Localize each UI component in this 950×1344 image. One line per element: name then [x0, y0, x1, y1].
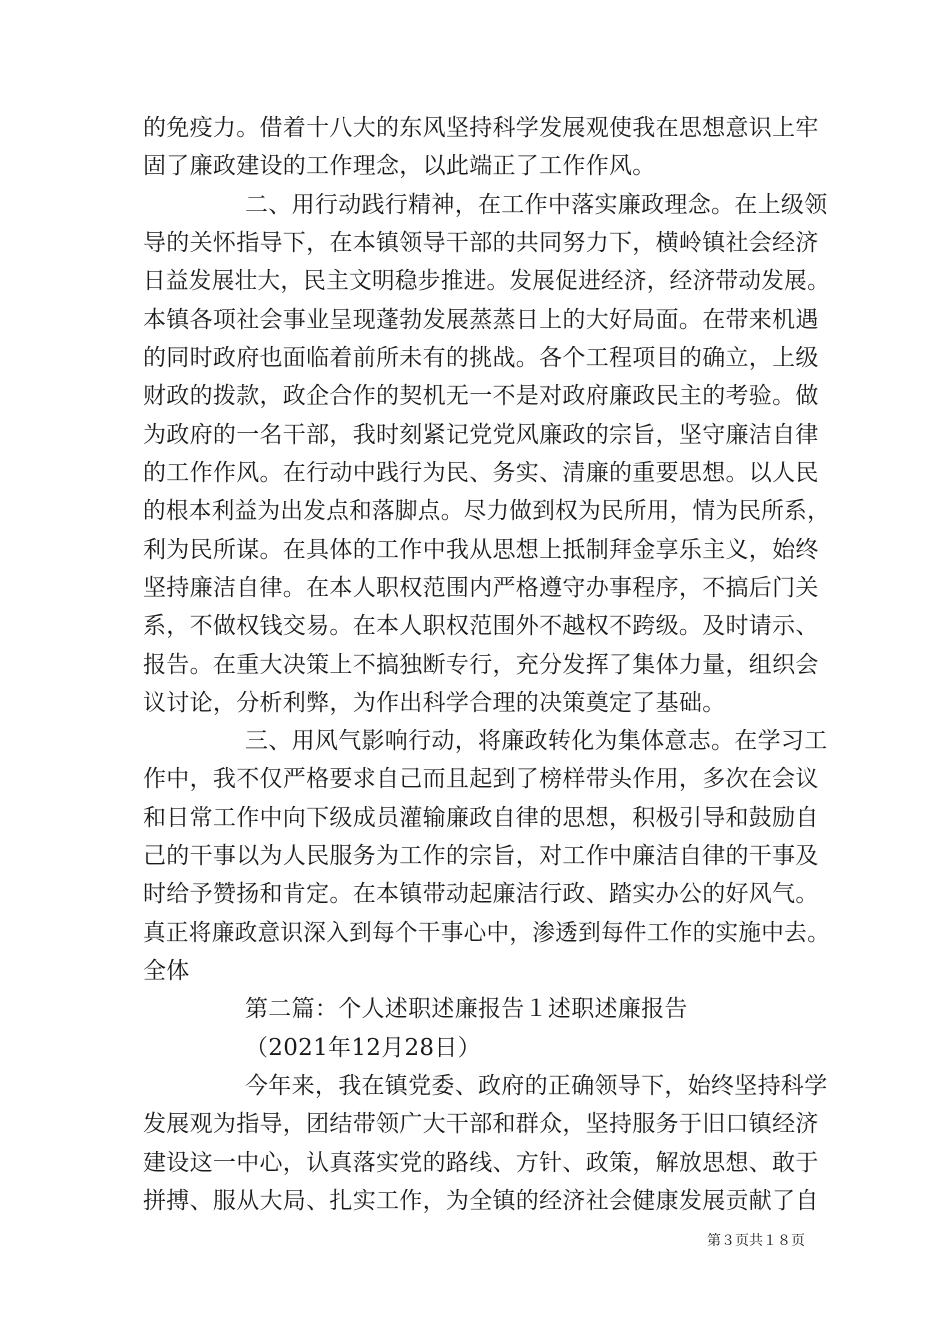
text-line: 真正将廉政意识深入到每个干事心中，渗透到每件工作的实施中去。 [143, 920, 830, 946]
report-date: （2021年12月28日） [245, 1035, 481, 1061]
text-line: 作中，我不仅严格要求自己而且起到了榜样带头作用，多次在会议 [143, 766, 819, 792]
chapter-title: 第二篇：个人述职述廉报告１述职述廉报告 [245, 996, 688, 1022]
text-line: 的免疫力。借着十八大的东风坚持科学发展观使我在思想意识上牢 [143, 115, 819, 141]
text-line: 利为民所谋。在具体的工作中我从思想上抵制拜金享乐主义，始终 [143, 537, 819, 563]
text-line: 导的关怀指导下，在本镇领导干部的共同努力下，横岭镇社会经济 [143, 230, 819, 256]
text-line: 全体 [143, 958, 190, 984]
page-indicator: 第３页共１８页 [707, 1233, 805, 1249]
text-line: 议讨论，分析利弊，为作出科学合理的决策奠定了基础。 [143, 690, 726, 716]
text-line: 坚持廉洁自律。在本人职权范围内严格遵守办事程序，不搞后门关 [143, 575, 819, 601]
text-line: 的根本利益为出发点和落脚点。尽力做到权为民所用，情为民所系， [143, 498, 830, 524]
text-line: 建设这一中心，认真落实党的路线、方针、政策，解放思想、敢于 [143, 1150, 819, 1176]
text-line: 发展观为指导，团结带领广大干部和群众，坚持服务于旧口镇经济 [143, 1111, 819, 1137]
text-line: 本镇各项社会事业呈现蓬勃发展蒸蒸日上的大好局面。在带来机遇 [143, 307, 819, 333]
text-line: 时给予赞扬和肯定。在本镇带动起廉洁行政、踏实办公的好风气。 [143, 881, 819, 907]
section-heading-line: 二、用行动践行精神，在工作中落实廉政理念。在上级领 [245, 192, 828, 218]
text-line: 财政的拨款，政企合作的契机无一不是对政府廉政民主的考验。做 [143, 383, 819, 409]
text-line: 的同时政府也面临着前所未有的挑战。各个工程项目的确立，上级 [143, 345, 819, 371]
text-line: 日益发展壮大，民主文明稳步推进。发展促进经济，经济带动发展。 [143, 268, 830, 294]
text-line: 系，不做权钱交易。在本人职权范围外不越权不跨级。及时请示、 [143, 613, 819, 639]
text-line: 为政府的一名干部，我时刻紧记党党风廉政的宗旨，坚守廉洁自律 [143, 422, 819, 448]
text-line: 拼搏、服从大局、扎实工作，为全镇的经济社会健康发展贡献了自 [143, 1188, 819, 1214]
text-line: 今年来，我在镇党委、政府的正确领导下，始终坚持科学 [245, 1073, 828, 1099]
text-line: 己的干事以为人民服务为工作的宗旨，对工作中廉洁自律的干事及 [143, 843, 819, 869]
text-line: 的工作作风。在行动中践行为民、务实、清廉的重要思想。以人民 [143, 460, 819, 486]
section-heading-line: 三、用风气影响行动，将廉政转化为集体意志。在学习工 [245, 728, 828, 754]
text-line: 报告。在重大决策上不搞独断专行，充分发挥了集体力量，组织会 [143, 652, 819, 678]
text-line: 固了廉政建设的工作理念，以此端正了工作作风。 [143, 153, 656, 179]
text-line: 和日常工作中向下级成员灌输廉政自律的思想，积极引导和鼓励自 [143, 805, 819, 831]
